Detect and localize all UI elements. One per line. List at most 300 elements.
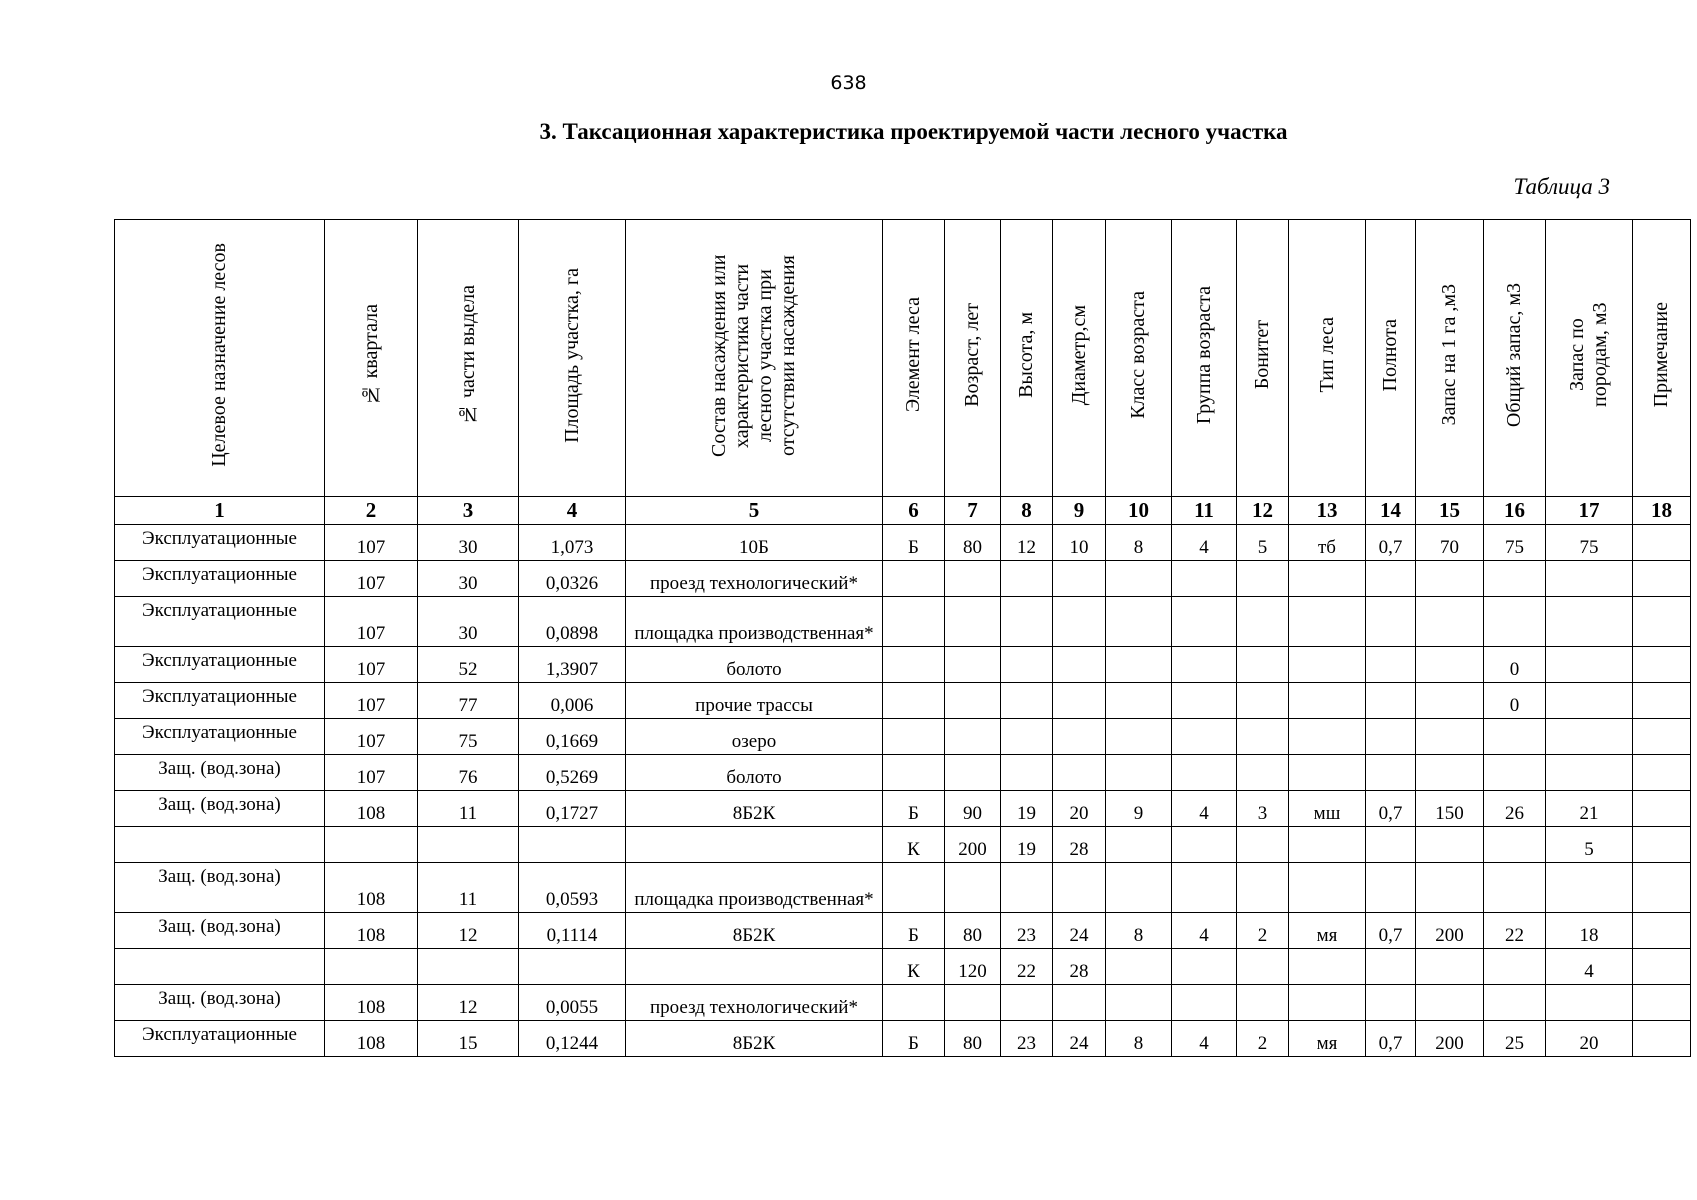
table-cell: 150 [1416,791,1484,827]
table-cell [1172,647,1237,683]
column-number: 11 [1172,497,1237,525]
table-cell: 1,3907 [519,647,626,683]
table-cell [1001,561,1053,597]
table-cell: 0,1114 [519,913,626,949]
table-cell: площадка производственная* [626,863,883,913]
table-cell [1172,863,1237,913]
table-cell [945,683,1001,719]
column-number: 14 [1366,497,1416,525]
table-row [115,755,1691,791]
table-cell [1289,561,1366,597]
table-cell: 19 [1001,791,1053,827]
header-cell: № части выдела [418,220,519,497]
table-cell [1633,985,1691,1021]
table-cell: 108 [325,985,418,1021]
table-cell [1053,597,1106,647]
table-cell [1237,985,1289,1021]
table-cell: 75 [1546,525,1633,561]
table-cell [1633,597,1691,647]
column-number: 1 [115,497,325,525]
table-cell [883,683,945,719]
table-cell: 0,006 [519,683,626,719]
table-cell: Б [883,525,945,561]
table-cell [883,647,945,683]
column-number: 2 [325,497,418,525]
table-cell: тб [1289,525,1366,561]
column-number: 6 [883,497,945,525]
table-cell [1416,561,1484,597]
table-row [115,525,1691,561]
table-cell: 5 [1546,827,1633,863]
table-cell [418,949,519,985]
table-cell: 22 [1001,949,1053,985]
table-cell [945,647,1001,683]
header-cell: Запас на 1 га ,м3 [1416,220,1484,497]
header-cell: Класс возраста [1106,220,1172,497]
column-number: 8 [1001,497,1053,525]
table-cell: 0 [1484,647,1546,683]
table-cell: Эксплуатационные [115,525,325,561]
table-cell: 107 [325,683,418,719]
table-cell [1633,561,1691,597]
header-cell: Общий запас, м3 [1484,220,1546,497]
table-cell: 90 [945,791,1001,827]
table-cell: Защ. (вод.зона) [115,985,325,1021]
table-cell: 75 [418,719,519,755]
header-cell: Тип леса [1289,220,1366,497]
table-cell [1106,647,1172,683]
table-cell [1289,647,1366,683]
table-cell: 107 [325,755,418,791]
table-cell [1484,561,1546,597]
table-cell [1546,985,1633,1021]
table-cell [1366,647,1416,683]
table-cell: К [883,949,945,985]
table-cell: 8 [1106,525,1172,561]
table-caption: Таблица 3 [1513,174,1610,199]
table-cell [1633,647,1691,683]
table-cell: озеро [626,719,883,755]
table-cell: 52 [418,647,519,683]
table-cell [1172,755,1237,791]
table-cell [519,949,626,985]
table-cell: 9 [1106,791,1172,827]
table-cell: 26 [1484,791,1546,827]
document-title: 3. Таксационная характеристика проектируемой части лесного участка [539,119,1288,144]
table-cell [1484,827,1546,863]
table-cell [1001,755,1053,791]
table-cell: 200 [1416,1021,1484,1057]
table-cell [1289,597,1366,647]
table-cell [1289,863,1366,913]
table-cell: 8 [1106,913,1172,949]
table-cell [1053,647,1106,683]
table-cell: 70 [1416,525,1484,561]
table-cell: 30 [418,525,519,561]
table-cell: 0,7 [1366,1021,1416,1057]
table-cell: 30 [418,561,519,597]
table-cell [1172,561,1237,597]
header-cell: Высота, м [1001,220,1053,497]
table-cell [1633,949,1691,985]
table-cell [1633,1021,1691,1057]
table-cell: 20 [1053,791,1106,827]
column-number-row [115,497,1691,525]
table-cell: 108 [325,791,418,827]
table-cell: 23 [1001,1021,1053,1057]
table-cell [1546,755,1633,791]
table-cell [1172,949,1237,985]
table-cell [115,949,325,985]
table-cell: болото [626,647,883,683]
table-cell [1001,597,1053,647]
table-cell [1633,791,1691,827]
column-number: 16 [1484,497,1546,525]
table-cell: 107 [325,561,418,597]
header-cell: Состав насаждения или характеристика части лесного участка при отсутствии насаждения [626,220,883,497]
table-cell: мя [1289,1021,1366,1057]
table-cell [1484,755,1546,791]
table-cell: 10Б [626,525,883,561]
table-cell [1053,755,1106,791]
table-cell: 0,1244 [519,1021,626,1057]
table-cell: мя [1289,913,1366,949]
table-cell [626,949,883,985]
table-cell [945,561,1001,597]
table-row [115,647,1691,683]
table-cell [1237,597,1289,647]
header-cell: Запас по породам, м3 [1546,220,1633,497]
table-cell: Б [883,791,945,827]
table-cell: 12 [418,913,519,949]
table-cell: 4 [1172,1021,1237,1057]
table-cell: 8Б2К [626,791,883,827]
table-cell [945,985,1001,1021]
table-cell: 30 [418,597,519,647]
table-cell [883,755,945,791]
table-cell: проезд технологический* [626,561,883,597]
table-cell: 2 [1237,1021,1289,1057]
table-cell [945,597,1001,647]
table-cell: 0,7 [1366,525,1416,561]
table-cell: 11 [418,791,519,827]
table-cell [1172,719,1237,755]
table-cell: 108 [325,913,418,949]
table-cell: 24 [1053,913,1106,949]
table-cell: 4 [1172,525,1237,561]
table-cell [1546,719,1633,755]
table-cell [1172,597,1237,647]
column-number: 18 [1633,497,1691,525]
table-cell: 0,0898 [519,597,626,647]
table-cell [945,863,1001,913]
table-header-row [115,220,1691,497]
table-cell: 11 [418,863,519,913]
table-cell: 24 [1053,1021,1106,1057]
table-cell [1546,683,1633,719]
column-number: 12 [1237,497,1289,525]
table-cell [1366,949,1416,985]
table-cell: 0,1727 [519,791,626,827]
table-cell: 107 [325,719,418,755]
table-cell [1633,683,1691,719]
table-cell: Эксплуатационные [115,647,325,683]
table-cell [1416,683,1484,719]
header-cell: Возраст, лет [945,220,1001,497]
table-cell [1106,985,1172,1021]
table-body [115,525,1691,1057]
table-cell [1633,719,1691,755]
header-cell: Диаметр,см [1053,220,1106,497]
header-cell: Целевое назначение лесов [115,220,325,497]
table-cell [1106,949,1172,985]
table-cell: 107 [325,647,418,683]
column-number: 5 [626,497,883,525]
table-cell: 75 [1484,525,1546,561]
table-cell [1001,719,1053,755]
table-cell [1484,597,1546,647]
table-cell: 3 [1237,791,1289,827]
table-cell [1289,827,1366,863]
table-cell [1366,985,1416,1021]
column-number: 7 [945,497,1001,525]
table-cell: 80 [945,1021,1001,1057]
table-cell: 0,5269 [519,755,626,791]
table-cell: 10 [1053,525,1106,561]
table-row [115,683,1691,719]
table-cell: Б [883,913,945,949]
table-row [115,949,1691,985]
table-cell: 0,7 [1366,791,1416,827]
table-cell [1237,755,1289,791]
table-cell [1546,863,1633,913]
table-cell [325,827,418,863]
table-cell [883,561,945,597]
table-cell: 0,1669 [519,719,626,755]
table-row [115,597,1691,647]
table-cell [1366,863,1416,913]
table-cell [115,827,325,863]
table-cell [1053,719,1106,755]
table-cell [1416,863,1484,913]
table-cell: 80 [945,913,1001,949]
table-cell [883,985,945,1021]
table-cell: 108 [325,1021,418,1057]
table-cell: 15 [418,1021,519,1057]
table-cell [1366,827,1416,863]
table-cell [883,597,945,647]
column-number: 10 [1106,497,1172,525]
table-cell: Эксплуатационные [115,719,325,755]
table-cell [1289,719,1366,755]
table-cell [1366,755,1416,791]
table-cell [1001,863,1053,913]
table-cell: 28 [1053,827,1106,863]
column-number: 15 [1416,497,1484,525]
table-cell: 76 [418,755,519,791]
table-cell [1001,683,1053,719]
table-cell [519,827,626,863]
table-row [115,561,1691,597]
table-cell: Защ. (вод.зона) [115,755,325,791]
table-cell: площадка производственная* [626,597,883,647]
table-cell [1001,985,1053,1021]
table-cell [1416,985,1484,1021]
page-number: 638 [830,72,867,94]
table-cell: Эксплуатационные [115,561,325,597]
table-cell: 28 [1053,949,1106,985]
table-cell [1416,949,1484,985]
table-cell: проезд технологический* [626,985,883,1021]
table-cell: 107 [325,525,418,561]
table-cell: 77 [418,683,519,719]
table-cell: 5 [1237,525,1289,561]
column-number: 13 [1289,497,1366,525]
table-row [115,827,1691,863]
table-cell: 8Б2К [626,1021,883,1057]
table-cell [1416,755,1484,791]
table-cell: 4 [1546,949,1633,985]
header-cell: Элемент леса [883,220,945,497]
table-cell: 2 [1237,913,1289,949]
table-cell: Защ. (вод.зона) [115,913,325,949]
header-cell: Площадь участка, га [519,220,626,497]
table-cell [1106,755,1172,791]
table-cell [1001,647,1053,683]
table-cell: 0,7 [1366,913,1416,949]
table-cell: 1,073 [519,525,626,561]
table-cell [1416,647,1484,683]
table-cell [1106,683,1172,719]
table-cell [1416,827,1484,863]
table-cell [883,719,945,755]
table-cell [1484,949,1546,985]
table-cell: 4 [1172,791,1237,827]
table-cell [1106,719,1172,755]
table-cell [1484,863,1546,913]
table-cell [1237,561,1289,597]
table-cell: 8Б2К [626,913,883,949]
header-cell: Группа возраста [1172,220,1237,497]
table-cell [1053,863,1106,913]
column-number: 17 [1546,497,1633,525]
header-cell: Примечание [1633,220,1691,497]
table-cell: 8 [1106,1021,1172,1057]
table-cell: 4 [1172,913,1237,949]
table-cell [1172,985,1237,1021]
table-cell: 108 [325,863,418,913]
table-cell: 20 [1546,1021,1633,1057]
table-cell [883,863,945,913]
table-cell: Эксплуатационные [115,597,325,647]
table-cell: Эксплуатационные [115,1021,325,1057]
table-cell [1237,949,1289,985]
table-cell [945,719,1001,755]
table-cell [1237,863,1289,913]
table-cell: 0 [1484,683,1546,719]
table-cell: 12 [418,985,519,1021]
table-cell: 19 [1001,827,1053,863]
table-cell: 80 [945,525,1001,561]
table-cell: болото [626,755,883,791]
table-cell [1633,913,1691,949]
table-cell [1366,597,1416,647]
table-cell [1546,647,1633,683]
table-cell [1237,647,1289,683]
table-cell: 200 [945,827,1001,863]
table-cell: 120 [945,949,1001,985]
table-cell: 22 [1484,913,1546,949]
table-cell [1172,683,1237,719]
table-cell [1106,863,1172,913]
table-cell: 18 [1546,913,1633,949]
table-cell [1366,683,1416,719]
table-cell [1546,597,1633,647]
table-cell [1106,597,1172,647]
header-cell: Полнота [1366,220,1416,497]
table-cell [1237,719,1289,755]
table-cell [1416,597,1484,647]
table-cell [1484,985,1546,1021]
header-cell: Бонитет [1237,220,1289,497]
table-cell: 0,0055 [519,985,626,1021]
table-cell: 23 [1001,913,1053,949]
table-row [115,913,1691,949]
table-row [115,985,1691,1021]
table-cell [1289,755,1366,791]
table-cell [1416,719,1484,755]
taxation-table [114,219,1691,1057]
table-cell [626,827,883,863]
table-cell [1053,683,1106,719]
table-cell: Защ. (вод.зона) [115,791,325,827]
table-cell [1633,863,1691,913]
table-cell: К [883,827,945,863]
table-cell [1053,985,1106,1021]
table-cell: 0,0326 [519,561,626,597]
table-cell: 200 [1416,913,1484,949]
header-cell: № квартала [325,220,418,497]
table-cell: мш [1289,791,1366,827]
table-cell: Защ. (вод.зона) [115,863,325,913]
table-cell [1289,985,1366,1021]
table-cell [1289,683,1366,719]
table-cell [1289,949,1366,985]
table-cell [325,949,418,985]
table-cell [1172,827,1237,863]
table-cell [1546,561,1633,597]
table-cell: 25 [1484,1021,1546,1057]
table-cell [1633,755,1691,791]
table-cell: 107 [325,597,418,647]
table-cell [1484,719,1546,755]
table-cell [1237,683,1289,719]
column-number: 9 [1053,497,1106,525]
table-cell [1366,561,1416,597]
table-cell: Б [883,1021,945,1057]
table-cell [1633,525,1691,561]
table-cell: прочие трассы [626,683,883,719]
table-row [115,1021,1691,1057]
table-cell [418,827,519,863]
column-number: 3 [418,497,519,525]
table-cell [945,755,1001,791]
table-cell [1053,561,1106,597]
table-cell: 21 [1546,791,1633,827]
column-number: 4 [519,497,626,525]
table-cell: 12 [1001,525,1053,561]
table-row [115,719,1691,755]
